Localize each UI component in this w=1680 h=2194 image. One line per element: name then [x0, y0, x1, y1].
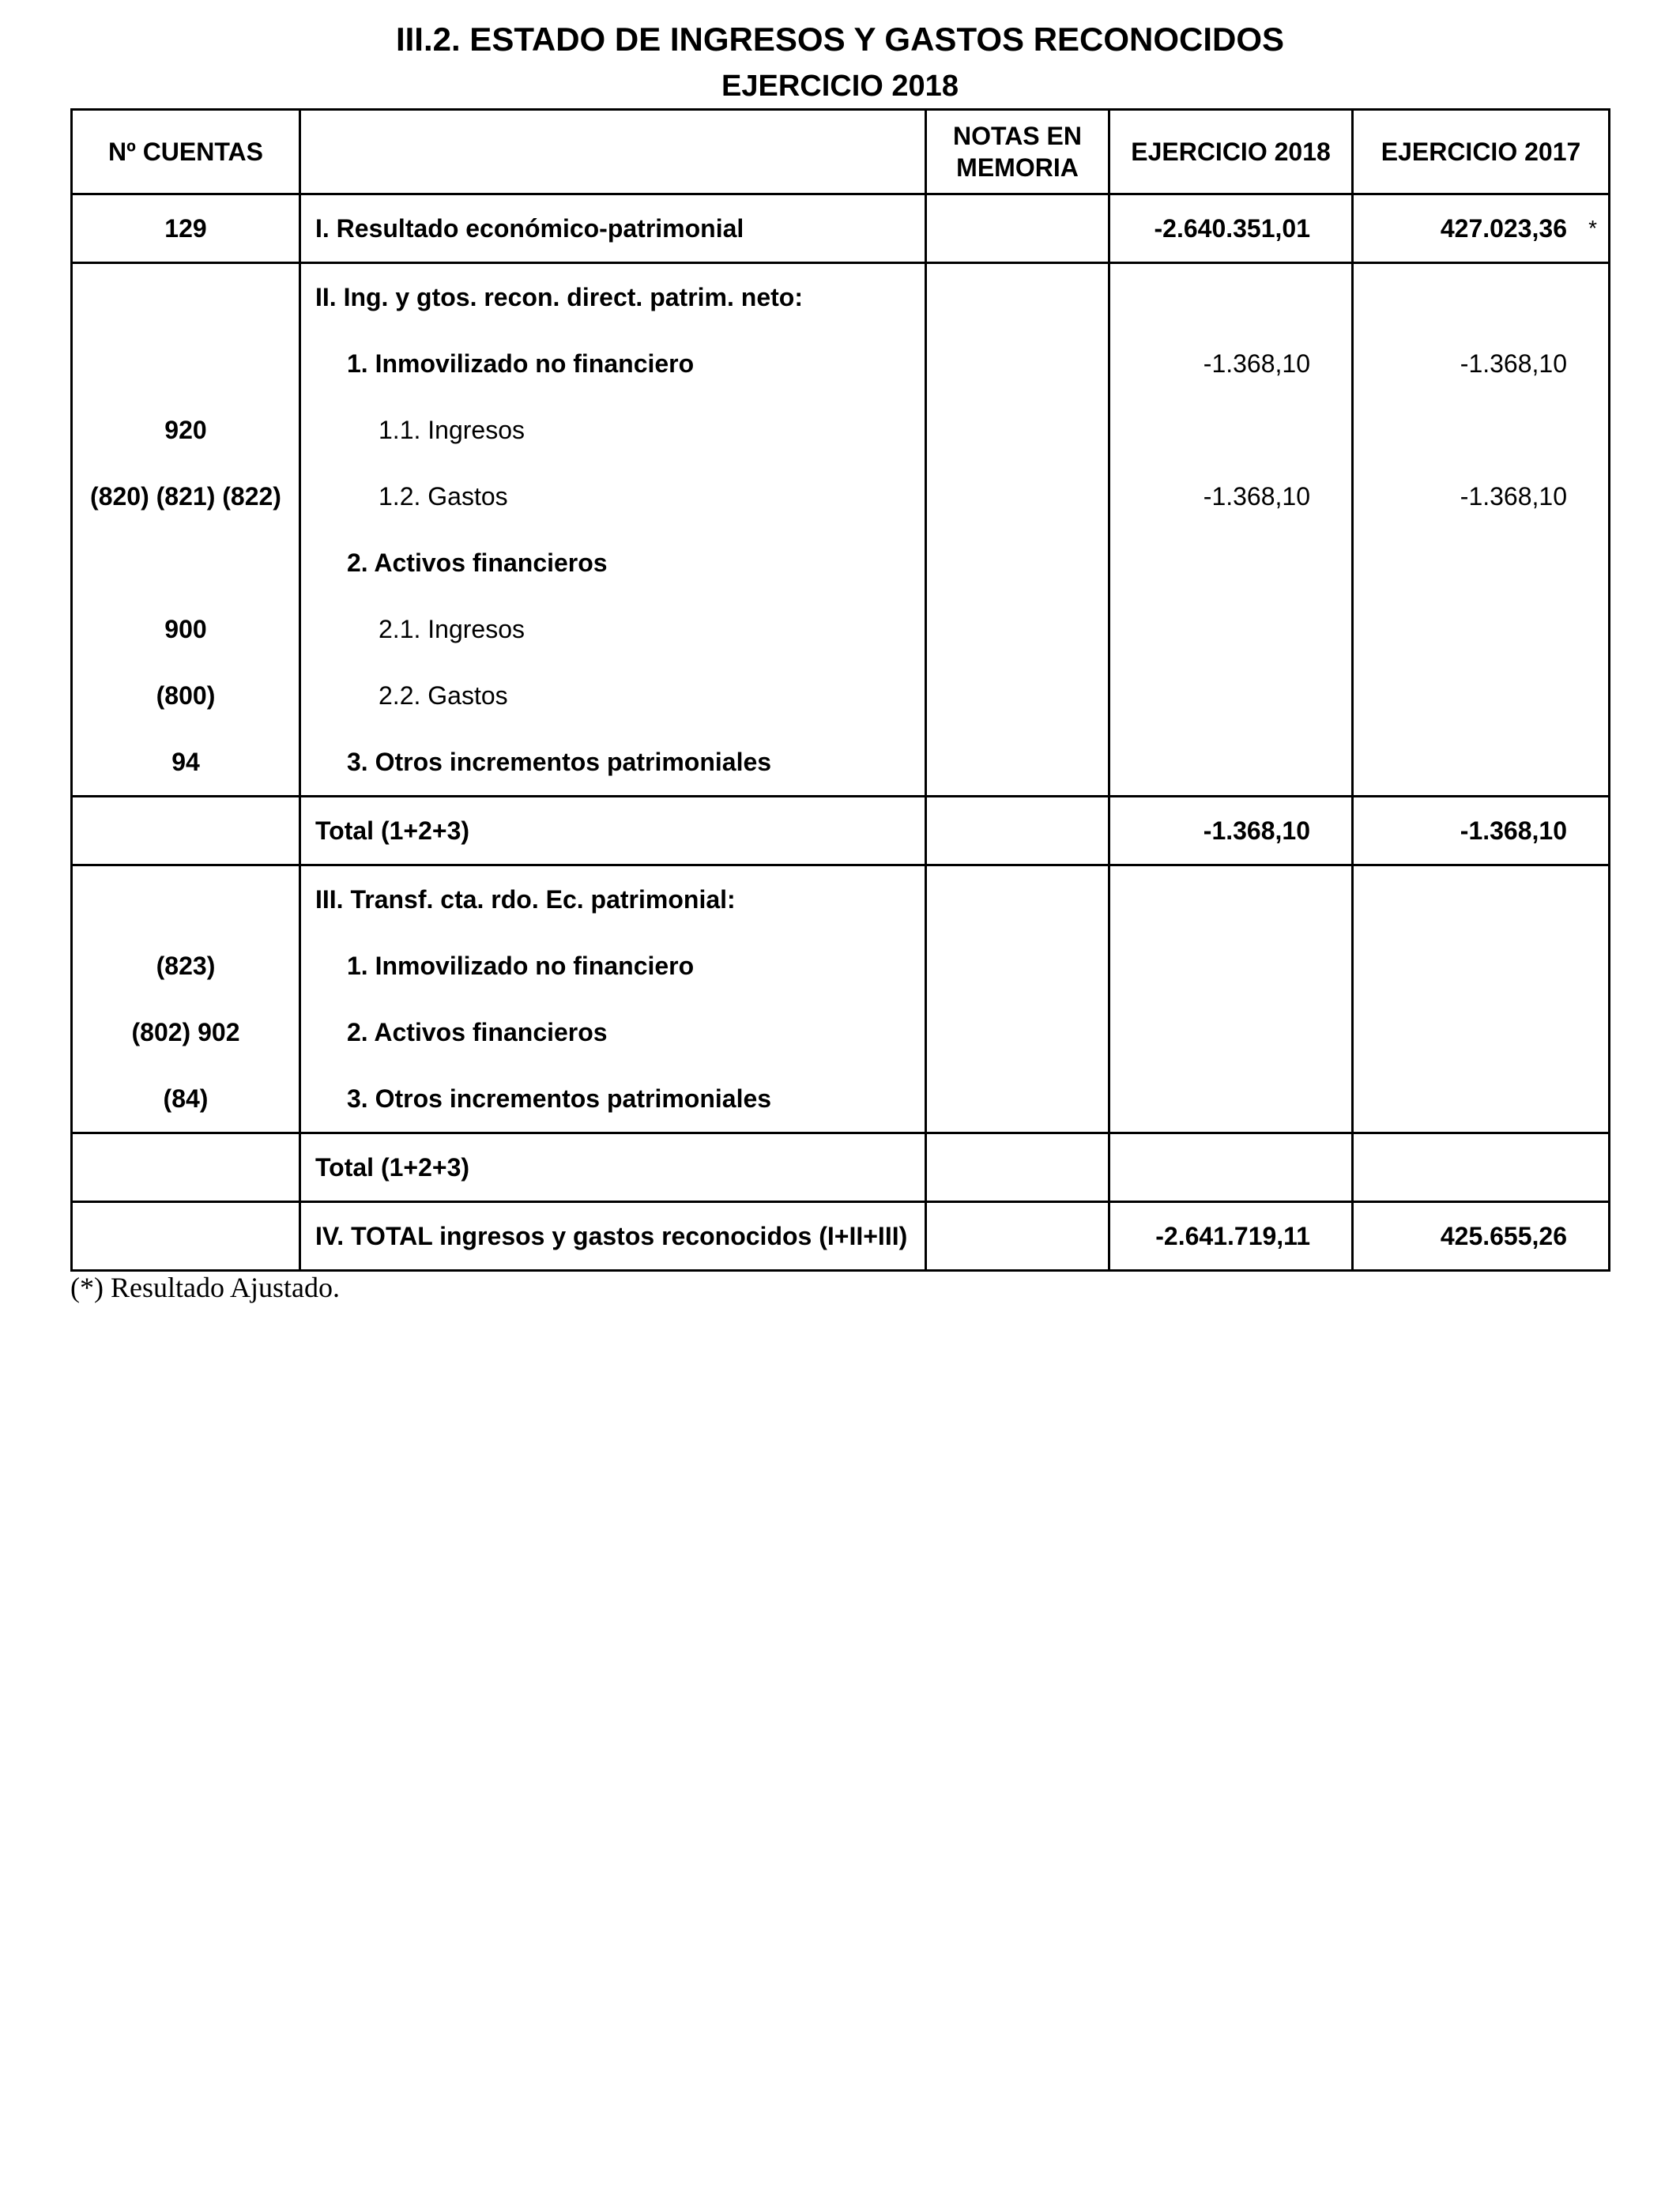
- table-row: [72, 1065, 1610, 1133]
- header-notes: NOTAS EN MEMORIA: [926, 110, 1109, 194]
- concept-cell: II. Ing. y gtos. recon. direct. patrim. neto:: [300, 263, 926, 331]
- header-year-2018: EJERCICIO 2018: [1109, 110, 1353, 194]
- document-subtitle: EJERCICIO 2018: [721, 70, 959, 103]
- concept-cell: 1. Inmovilizado no financiero: [300, 933, 926, 999]
- notes-cell: [926, 797, 1109, 865]
- concept-cell: 2. Activos financieros: [300, 530, 926, 596]
- value-2018-cell: [1109, 596, 1353, 662]
- table-row: [72, 397, 1610, 463]
- table-row: [72, 330, 1610, 397]
- table-row: [72, 263, 1610, 331]
- notes-cell: [926, 330, 1109, 397]
- value-2018-cell: [1109, 729, 1353, 797]
- header-concept: [300, 110, 926, 194]
- value-2017-cell: [1353, 933, 1610, 999]
- account-cell: 900: [72, 596, 300, 662]
- value-2017-cell: [1353, 1065, 1610, 1133]
- value-2018-cell: [1109, 263, 1353, 331]
- account-cell: (802) 902: [72, 999, 300, 1065]
- adjusted-marker: *: [1588, 216, 1597, 240]
- notes-cell: [926, 397, 1109, 463]
- notes-cell: [926, 1065, 1109, 1133]
- header-accounts: Nº CUENTAS: [72, 110, 300, 194]
- value-2017-cell: -1.368,10: [1353, 797, 1610, 865]
- table-row: [72, 530, 1610, 596]
- value-2017-cell: [1353, 729, 1610, 797]
- value-2018-cell: [1109, 999, 1353, 1065]
- value-2017-cell: 425.655,26: [1353, 1202, 1610, 1271]
- value-2017-cell: [1353, 999, 1610, 1065]
- account-cell: [72, 530, 300, 596]
- account-cell: [72, 1133, 300, 1202]
- value-2017-cell: [1353, 1133, 1610, 1202]
- account-cell: (823): [72, 933, 300, 999]
- notes-cell: [926, 596, 1109, 662]
- account-cell: [72, 263, 300, 331]
- value-2018-cell: -2.640.351,01: [1109, 194, 1353, 263]
- value-2017-cell: [1353, 865, 1610, 933]
- value-2018-cell: -1.368,10: [1109, 797, 1353, 865]
- value-2017-cell: [1353, 662, 1610, 729]
- value-2017-cell: [1353, 596, 1610, 662]
- notes-cell: [926, 263, 1109, 331]
- table-header-row: [72, 110, 1610, 194]
- notes-cell: [926, 865, 1109, 933]
- concept-cell: 2.2. Gastos: [300, 662, 926, 729]
- value-2018-cell: [1109, 933, 1353, 999]
- table-row: [72, 1133, 1610, 1202]
- income-expense-table: [70, 108, 1610, 1272]
- table-row: [72, 865, 1610, 933]
- notes-cell: [926, 999, 1109, 1065]
- value-2018-cell: [1109, 397, 1353, 463]
- account-cell: (820) (821) (822): [72, 463, 300, 530]
- document-title: III.2. ESTADO DE INGRESOS Y GASTOS RECONOCIDOS: [395, 21, 1285, 58]
- account-cell: (800): [72, 662, 300, 729]
- value-2018-cell: -2.641.719,11: [1109, 1202, 1353, 1271]
- notes-cell: [926, 729, 1109, 797]
- concept-cell: 2.1. Ingresos: [300, 596, 926, 662]
- value-2018-cell: [1109, 1133, 1353, 1202]
- account-cell: [72, 1202, 300, 1271]
- concept-cell: IV. TOTAL ingresos y gastos reconocidos (I+II+III): [300, 1202, 926, 1271]
- value-2017: 427.023,36: [1440, 214, 1567, 243]
- concept-cell: I. Resultado económico-patrimonial: [300, 194, 926, 263]
- table-row: [72, 463, 1610, 530]
- notes-cell: [926, 463, 1109, 530]
- table-row: [72, 596, 1610, 662]
- notes-cell: [926, 662, 1109, 729]
- value-2017-cell: [1353, 194, 1610, 263]
- value-2017-cell: -1.368,10: [1353, 463, 1610, 530]
- concept-cell: Total (1+2+3): [300, 1133, 926, 1202]
- account-cell: (84): [72, 1065, 300, 1133]
- table-row: [72, 933, 1610, 999]
- account-cell: 94: [72, 729, 300, 797]
- footnote: (*) Resultado Ajustado.: [70, 1272, 340, 1303]
- notes-cell: [926, 1202, 1109, 1271]
- concept-cell: III. Transf. cta. rdo. Ec. patrimonial:: [300, 865, 926, 933]
- value-2018-cell: [1109, 1065, 1353, 1133]
- table-row: [72, 194, 1610, 263]
- concept-cell: 1.2. Gastos: [300, 463, 926, 530]
- concept-cell: 2. Activos financieros: [300, 999, 926, 1065]
- table-row: [72, 999, 1610, 1065]
- table-row: [72, 1202, 1610, 1271]
- value-2018-cell: [1109, 865, 1353, 933]
- notes-cell: [926, 1133, 1109, 1202]
- table-row: [72, 797, 1610, 865]
- concept-cell: Total (1+2+3): [300, 797, 926, 865]
- account-cell: [72, 330, 300, 397]
- value-2017-cell: -1.368,10: [1353, 330, 1610, 397]
- concept-cell: 3. Otros incrementos patrimoniales: [300, 1065, 926, 1133]
- value-2017-cell: [1353, 263, 1610, 331]
- concept-cell: 1. Inmovilizado no financiero: [300, 330, 926, 397]
- notes-cell: [926, 530, 1109, 596]
- value-2018-cell: -1.368,10: [1109, 463, 1353, 530]
- account-cell: [72, 865, 300, 933]
- account-cell: [72, 797, 300, 865]
- concept-cell: 3. Otros incrementos patrimoniales: [300, 729, 926, 797]
- table-row: [72, 729, 1610, 797]
- account-cell: 920: [72, 397, 300, 463]
- table-row: [72, 662, 1610, 729]
- account-cell: 129: [72, 194, 300, 263]
- value-2018-cell: [1109, 530, 1353, 596]
- notes-cell: [926, 933, 1109, 999]
- notes-cell: [926, 194, 1109, 263]
- value-2017-cell: [1353, 530, 1610, 596]
- value-2017-cell: [1353, 397, 1610, 463]
- value-2018-cell: -1.368,10: [1109, 330, 1353, 397]
- header-year-2017: EJERCICIO 2017: [1353, 110, 1610, 194]
- concept-cell: 1.1. Ingresos: [300, 397, 926, 463]
- value-2018-cell: [1109, 662, 1353, 729]
